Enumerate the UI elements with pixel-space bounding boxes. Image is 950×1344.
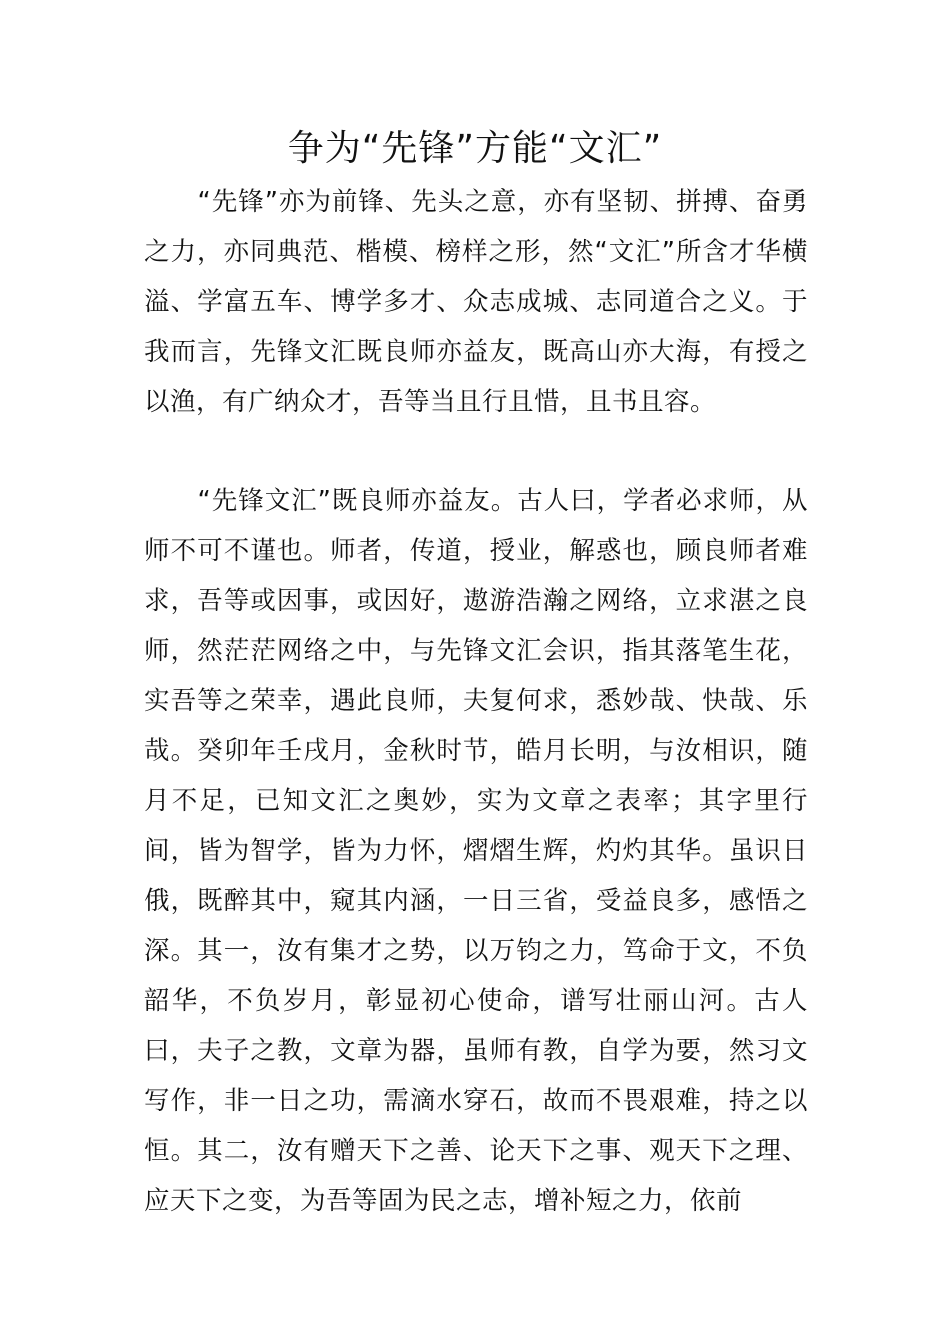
paragraph-body: “先锋文汇”既良师亦益友。古人曰，学者必求师，从师不可不谨也。师者，传道，授业，解惑也，顾良师者难求，吾等或因事，或因好，遨游浩瀚之网络，立求湛之良师，然茫茫网络之中，与先锋文汇会识，指其落笔生花，实吾等之荣幸，遇此良师，夫复何求，悉妙哉、快哉、乐哉。癸卯年壬戌月，金秋时节，皓月长明，与汝相识，随月不足，已知文汇之奥妙，实为文章之表率；其字里行间，皆为智学，皆为力怀，熠熠生辉，灼灼其华。虽识日俄，既醉其中，窥其内涵，一日三省，受益良多，感悟之深。其一，汝有集才之势，以万钧之力，笃命于文，不负韶华，不负岁月，彰显初心使命，谱写壮丽山河。古人曰，夫子之教，文章为器，虽师有教，自学为要，然习文写作，非一日之功，需滴水穿石，故而不畏艰难，持之以恒。其二，汝有赠天下之善、论天下之事、观天下之理、应天下之变，为吾等固为民之志，增补短之力，依前 bbox=[144, 486, 808, 1216]
document-title: 争为“先锋”方能“文汇” bbox=[287, 128, 663, 169]
paragraph-intro: “先锋”亦为前锋、先头之意，亦有坚韧、拼搏、奋勇之力，亦同典范、楷模、榜样之形，然“文汇”所含才华横溢、学富五车、博学多才、众志成城、志同道合之义。于我而言，先锋文汇既良师亦益友，既高山亦大海，有授之以渔，有广纳众才，吾等当且行且惜，且书且容。 bbox=[144, 187, 808, 417]
